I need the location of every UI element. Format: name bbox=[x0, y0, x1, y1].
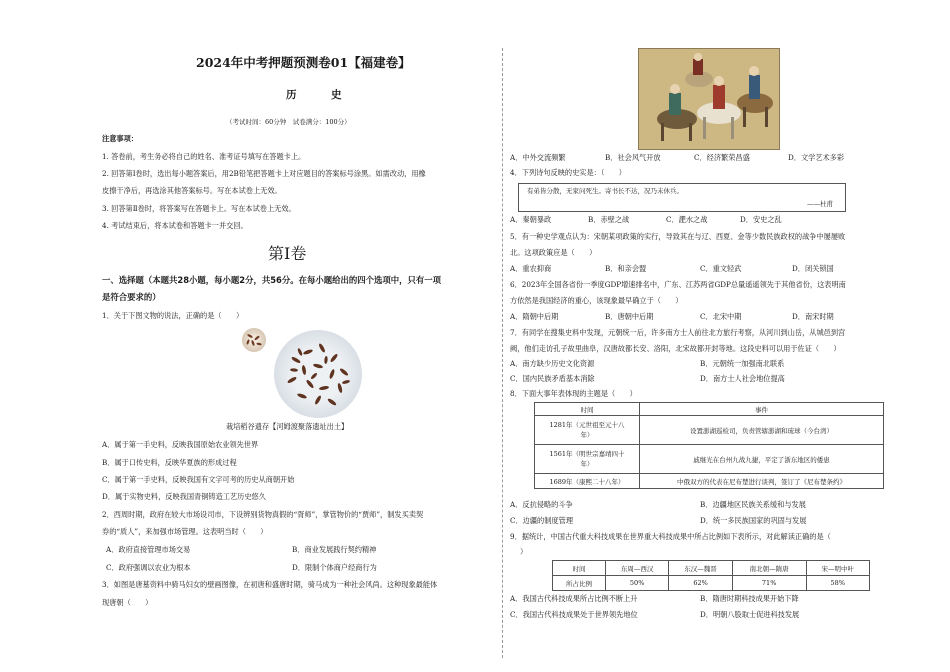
q2-option-d: D．限制个体商户经商行为 bbox=[292, 563, 377, 572]
q4-stem: 4．下列诗句反映的史实是：（ ） bbox=[510, 168, 626, 177]
table-cell: 中俄双方的代表在尼布楚进行谈判，签订了《尼布楚条约》 bbox=[640, 474, 884, 489]
q5-option-b: B．和亲会盟 bbox=[605, 264, 647, 273]
table-cell: 戚继光在台州九战九捷，平定了浙东地区的倭患 bbox=[640, 445, 884, 474]
q7-stem: 阙，他们走访孔子故里曲阜，汉唐故都长安、洛阳，北宋故都开封等地。这段史料可以用于佐证（ ） bbox=[510, 344, 841, 353]
q8-option-a: A．反抗侵略的斗争 bbox=[510, 500, 573, 509]
table-row bbox=[535, 474, 884, 489]
notes-title: 注意事项： bbox=[102, 134, 138, 143]
cell-text: 1281年（元世祖至元十八 bbox=[549, 421, 625, 429]
q4-option-b: B．赤壁之战 bbox=[588, 215, 630, 224]
table-cell: 所占比例 bbox=[553, 576, 606, 591]
table-cell: 1689年（康熙二十八年） bbox=[535, 474, 640, 489]
q8-option-d: D．统一多民族国家的巩固与发展 bbox=[700, 516, 807, 525]
column-divider bbox=[502, 48, 503, 658]
q7-option-b: B．元朝统一加强南北联系 bbox=[700, 359, 785, 368]
q5-stem: 5．有一种史学观点认为：宋朝某项政策的实行，导致其在与辽、西夏、金等少数民族政权的战争中屡屡败 bbox=[510, 232, 846, 241]
exam-title: 2024年中考押题预测卷01【福建卷】 bbox=[196, 55, 411, 70]
q3-option-b: B．社会风气开放 bbox=[605, 153, 661, 162]
table-header: 东周—西汉 bbox=[605, 561, 668, 576]
q3-option-c: C．经济繁荣昌盛 bbox=[694, 153, 750, 162]
table-header: 时间 bbox=[553, 561, 606, 576]
q5-option-a: A．重农抑商 bbox=[510, 264, 552, 273]
table-header-row bbox=[553, 561, 870, 576]
q4-poem-box bbox=[518, 183, 846, 212]
volume-heading: 第Ⅰ卷 bbox=[268, 244, 307, 263]
q5-option-c: C．重文轻武 bbox=[700, 264, 742, 273]
q4-option-c: C．淝水之战 bbox=[666, 215, 708, 224]
q5-option-d: D．闭关锁国 bbox=[792, 264, 834, 273]
table-cell bbox=[535, 416, 640, 445]
q9-option-a: A．我国古代科技成果所占比例不断上升 bbox=[510, 594, 638, 603]
cell-text: 年） bbox=[580, 460, 594, 468]
table-row bbox=[535, 416, 884, 445]
q1-stem: 1．关于下图文物的说法，正确的是（ ） bbox=[102, 311, 244, 320]
q8-stem: 8．下面大事年表体现的主题是（ ） bbox=[510, 389, 637, 398]
table-cell: 71% bbox=[732, 576, 806, 591]
note-line: 4. 考试结束后，将本试卷和答题卡一并交回。 bbox=[102, 221, 248, 230]
q3-option-d: D．文学艺术多彩 bbox=[788, 153, 845, 162]
tang-mural-image bbox=[638, 48, 780, 150]
cell-text: 年） bbox=[580, 431, 594, 439]
q8-option-c: C．边疆的制度管理 bbox=[510, 516, 574, 525]
q9-option-c: C．我国古代科技成果处于世界领先地位 bbox=[510, 610, 638, 619]
q9-stem: 9．据统计，中国古代重大科技成果在世界重大科技成果中所占比例如下表所示，对此解读正确的是（ bbox=[510, 532, 831, 541]
q2-option-b: B．商业发展践行契约精神 bbox=[292, 545, 377, 554]
table-header: 南北朝—隋唐 bbox=[732, 561, 806, 576]
table-header: 宋—明中叶 bbox=[806, 561, 869, 576]
left-column bbox=[96, 0, 496, 672]
q2-stem: 2．西周时期，政府在较大市场设司市，下设辨别货物真假的“胥师”，掌管物价的“贾师”，制发买卖契 bbox=[102, 510, 424, 519]
q1-option-c: C．属于第一手史料，反映我国有文字可考的历史从商朝开始 bbox=[102, 475, 295, 484]
q9-stem: ） bbox=[520, 547, 528, 556]
table-row bbox=[553, 576, 870, 591]
q7-option-a: A．南方缺少历史文化资源 bbox=[510, 359, 595, 368]
q3-stem: 现唐朝（ ） bbox=[102, 598, 153, 607]
section-heading: 一、选择题（本题共28小题，每小题2分，共56分。在每小题给出的四个选项中，只有一项 bbox=[102, 275, 442, 285]
cell-text: 1561年（明世宗嘉靖四十 bbox=[549, 450, 625, 458]
note-line: 2. 回答第Ⅰ卷时，选出每小题答案后，用2B铅笔把答题卡上对应题目的答案标号涂黑。如需改动，用橡 bbox=[102, 169, 426, 178]
note-line: 1. 答卷前，考生务必将自己的姓名、准考证号填写在答题卡上。 bbox=[102, 152, 306, 161]
table-header: 事件 bbox=[640, 403, 884, 416]
q6-option-a: A．隋朝中后期 bbox=[510, 312, 559, 321]
q1-option-a: A．属于第一手史料，反映我国原始农业领先世界 bbox=[102, 440, 259, 449]
q8-option-b: B．边疆地区民族关系缓和与发展 bbox=[700, 500, 806, 509]
table-header: 时间 bbox=[535, 403, 640, 416]
table-cell: 设置澎湖巡检司，负责管辖澎湖和琉球（今台湾） bbox=[640, 416, 884, 445]
q9-option-b: B．隋唐时期科技成果开始下降 bbox=[700, 594, 799, 603]
q3-option-a: A．中外交流频繁 bbox=[510, 153, 566, 162]
note-line: 3. 回答第Ⅱ卷时，将答案写在答题卡上。写在本试卷上无效。 bbox=[102, 204, 296, 213]
q1-option-d: D．属于实物史料，反映我国青铜铸造工艺历史悠久 bbox=[102, 492, 266, 501]
q9-option-d: D．明朝八股取士促进科技发展 bbox=[700, 610, 800, 619]
table-cell bbox=[535, 445, 640, 474]
table-cell: 58% bbox=[806, 576, 869, 591]
q2-stem: 券的“质人”，来加强市场管理。这表明当时（ ） bbox=[102, 527, 268, 536]
exam-info: （考试时间：60分钟 试卷满分：100分） bbox=[226, 118, 351, 126]
q3-stem: 3．如图是唐墓资料中骑马妇女的壁画图像，在初唐和盛唐时期，骑马成为一种社会风尚。这种现象最能体 bbox=[102, 580, 438, 589]
table-header-row bbox=[535, 403, 884, 416]
q6-option-d: D．南宋时期 bbox=[792, 312, 834, 321]
q5-stem: 北。这项政策应是（ ） bbox=[510, 248, 597, 257]
table-header: 东汉—魏晋 bbox=[669, 561, 732, 576]
q8-table bbox=[534, 402, 884, 489]
q4-poem-author: ——杜甫 bbox=[807, 200, 833, 208]
right-column bbox=[510, 0, 900, 672]
q2-option-a: A．政府直接管理市场交易 bbox=[106, 545, 191, 554]
q6-option-c: C．北宋中期 bbox=[700, 312, 742, 321]
q4-option-d: D．安史之乱 bbox=[740, 215, 782, 224]
q7-stem: 7．有同学在搜集史料中发现，元朝统一后，许多南方士人前往北方旅行考察，从河川到山岳，从城邑到宫 bbox=[510, 328, 846, 337]
q6-stem: 方依然是我国经济的重心，该现象最早确立于（ ） bbox=[510, 296, 683, 305]
q6-option-b: B．唐朝中后期 bbox=[605, 312, 654, 321]
q4-poem: 有弟皆分散，无家问死生。寄书长不达，况乃未休兵。 bbox=[527, 187, 683, 195]
section-heading: 是符合要求的） bbox=[102, 292, 161, 302]
table-cell: 62% bbox=[669, 576, 732, 591]
note-line: 皮擦干净后，再选涂其他答案标号。写在本试卷上无效。 bbox=[102, 186, 282, 195]
q7-option-d: D．南方士人社会地位提高 bbox=[700, 374, 785, 383]
q1-caption: 栽培稻谷遗存【河姆渡聚落遗址出土】 bbox=[226, 422, 349, 431]
q9-table bbox=[552, 560, 870, 591]
q6-stem: 6．2023年全国各省份一季度GDP增速排名中，广东、江苏两省GDP总量遥遥领先于其他省份，这表明南 bbox=[510, 280, 846, 289]
q4-option-a: A．秦朝暴政 bbox=[510, 215, 552, 224]
subject-title: 历 史 bbox=[286, 89, 354, 101]
q1-option-b: B．属于口传史料，反映华夏族的形成过程 bbox=[102, 458, 237, 467]
table-cell: 50% bbox=[605, 576, 668, 591]
q2-option-c: C．政府强调以农业为根本 bbox=[106, 563, 191, 572]
table-row bbox=[535, 445, 884, 474]
q7-option-c: C．国内民族矛盾基本消除 bbox=[510, 374, 595, 383]
